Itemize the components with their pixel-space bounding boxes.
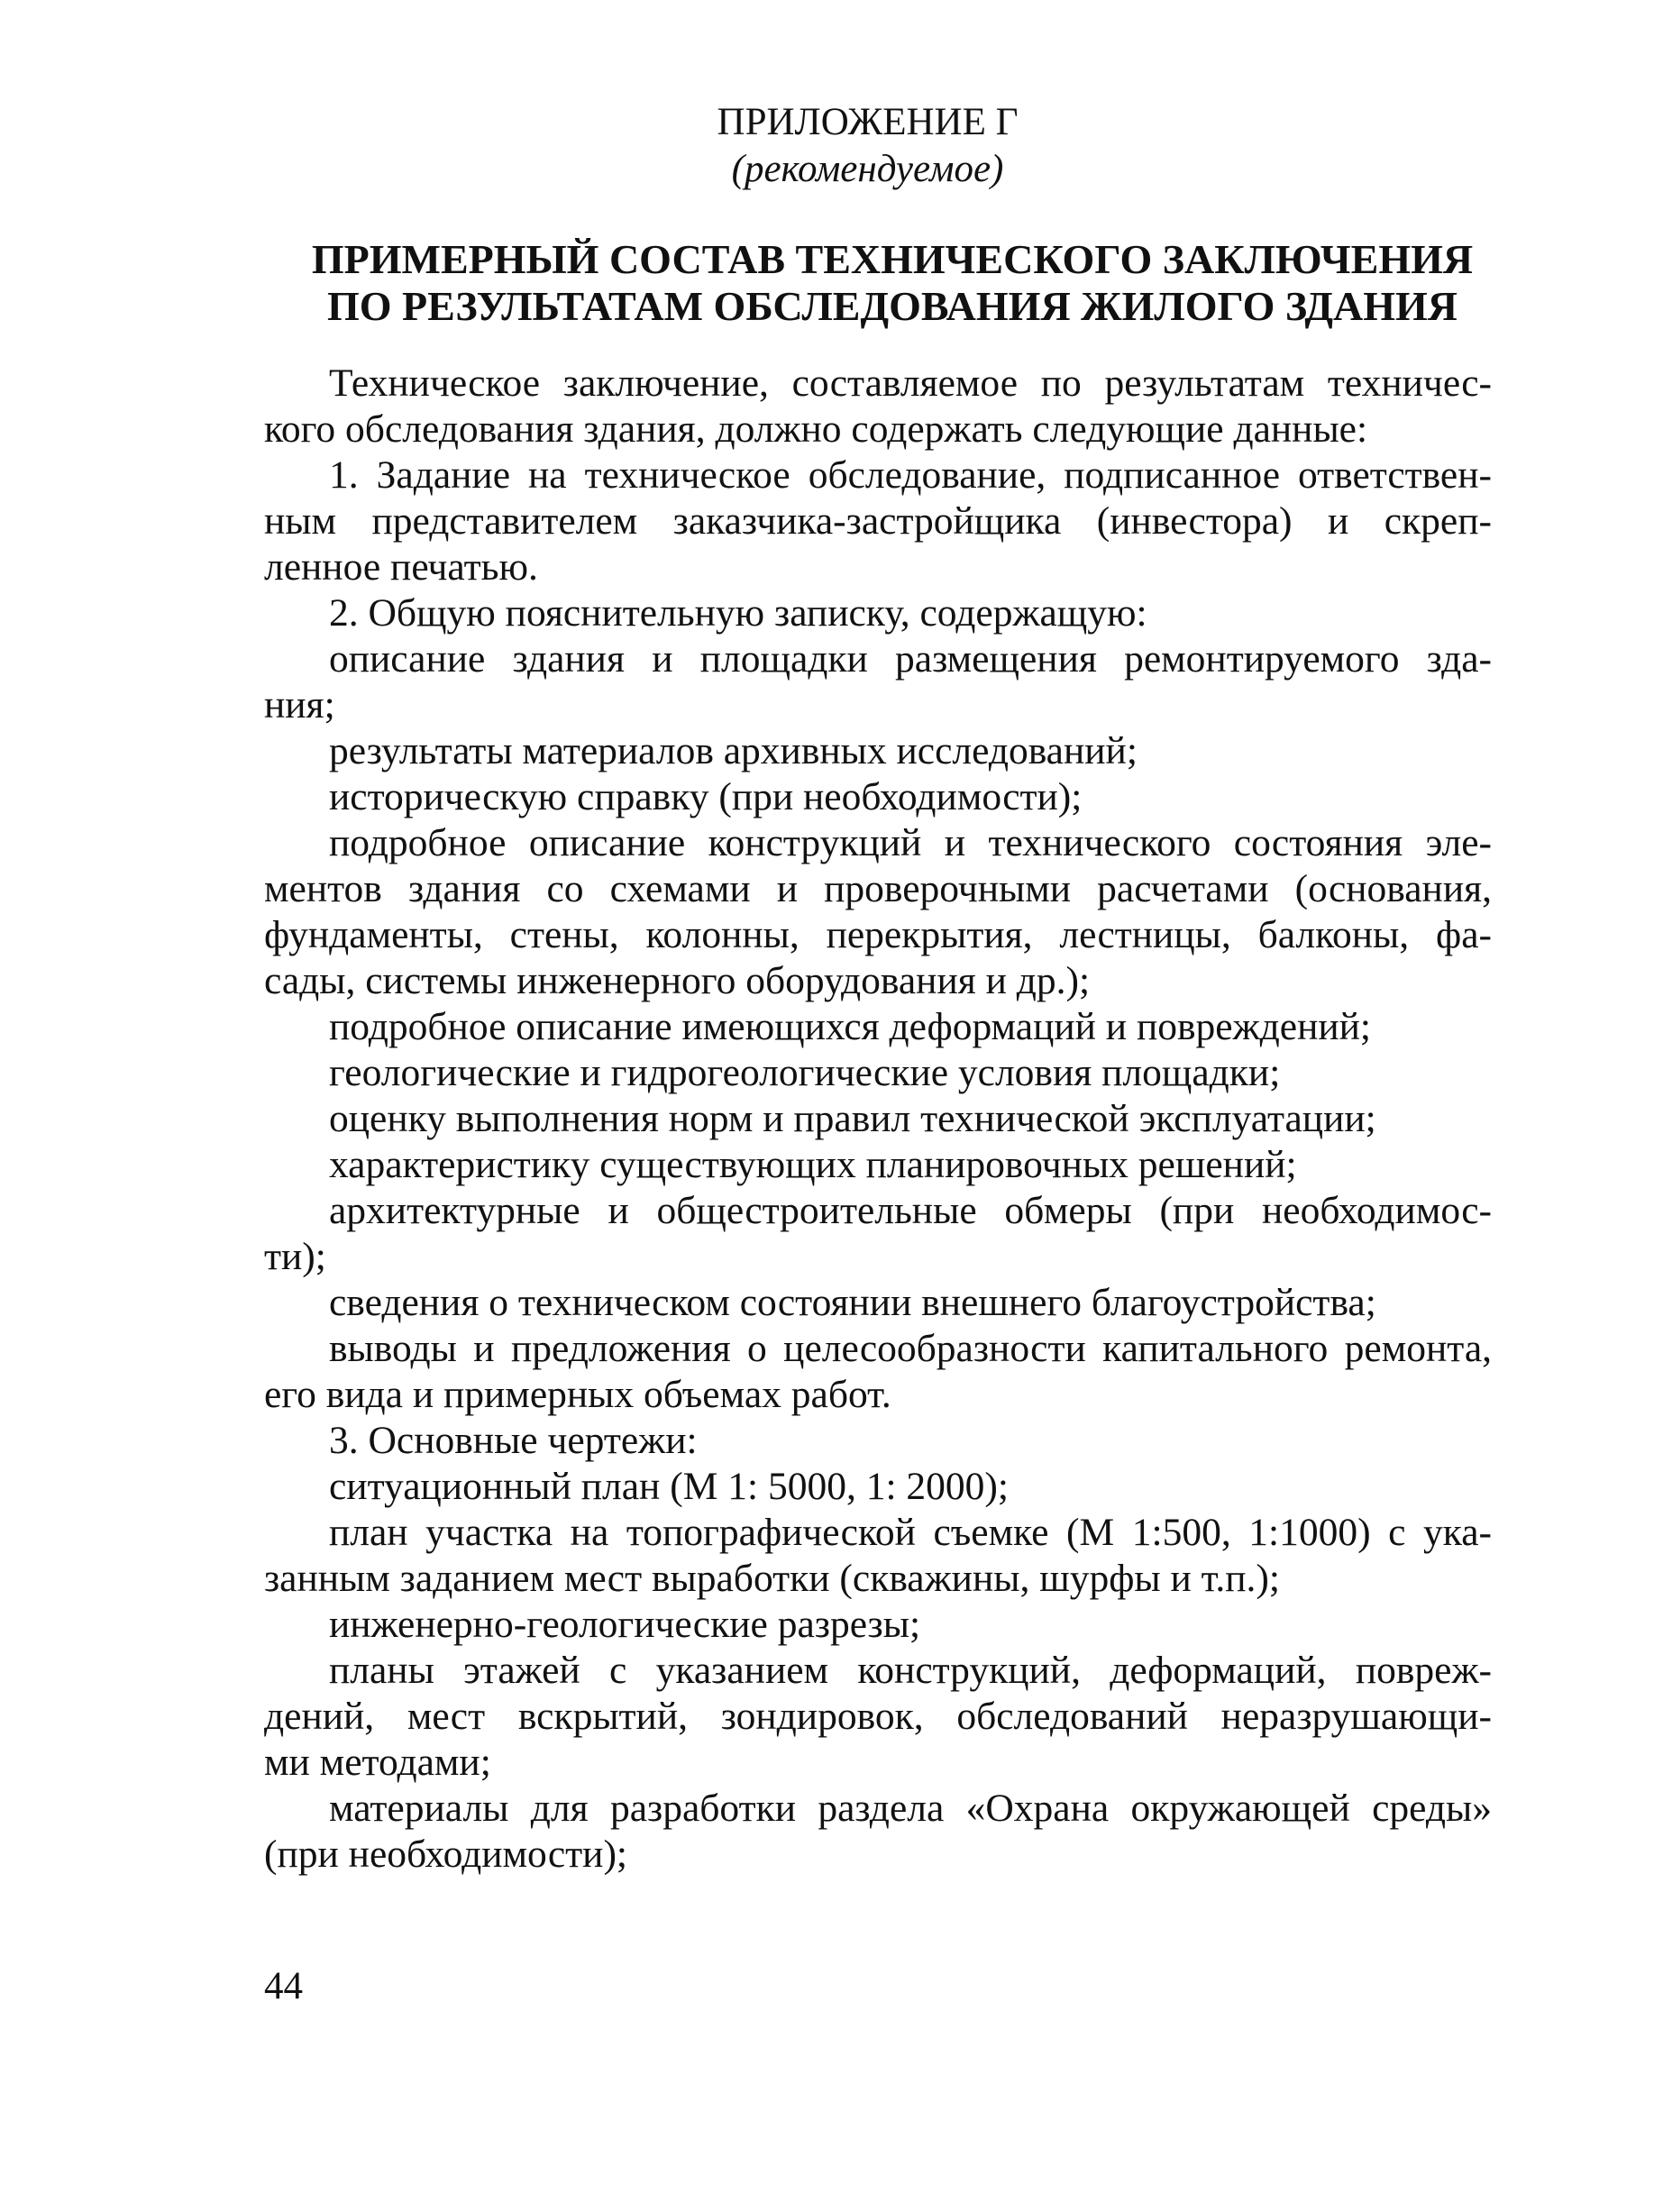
text-line: Техническое заключение, составляемое по результатам техничес- (329, 361, 1492, 405)
text-line: историческую справку (при необходимости); (329, 775, 1083, 818)
text-line: сведения о техническом состоянии внешнего благоустройства; (329, 1281, 1376, 1324)
paragraph (264, 1050, 1492, 1096)
paragraph (264, 590, 1492, 636)
text-line: (при необходимости); (264, 1833, 628, 1876)
paragraph (264, 1188, 1492, 1280)
text-line: кого обследования здания, должно содержать следующие данные: (264, 407, 1368, 451)
appendix-note: (рекомендуемое) (731, 148, 1004, 190)
text-line: 2. Общую пояснительную записку, содержащую: (329, 591, 1147, 635)
text-line: план участка на топографической съемке (М 1:500, 1:1000) с ука- (329, 1511, 1492, 1554)
text-line: ния; (264, 683, 335, 727)
text-line: результаты материалов архивных исследований; (329, 729, 1138, 772)
text-line: инженерно-геологические разрезы; (329, 1603, 921, 1646)
paragraph (264, 1004, 1492, 1050)
text-line: ным представителем заказчика-застройщика (инвестора) и скреп- (264, 499, 1492, 543)
paragraph (264, 1418, 1492, 1464)
paragraph (264, 636, 1492, 728)
paragraph (264, 1464, 1492, 1510)
text-line: дений, мест вскрытий, зондировок, обследований неразрушающи- (264, 1695, 1492, 1738)
page-number: 44 (264, 1965, 303, 2007)
text-line: 3. Основные чертежи: (329, 1419, 698, 1462)
paragraph (264, 1326, 1492, 1418)
document-body (264, 361, 1492, 1878)
text-line: ми методами; (264, 1741, 491, 1784)
paragraph (264, 820, 1492, 1004)
text-line: архитектурные и общестроительные обмеры (при необходимос- (329, 1189, 1492, 1232)
paragraph (264, 728, 1492, 774)
paragraph (264, 1096, 1492, 1142)
paragraph (264, 1142, 1492, 1188)
text-line: ленное печатью. (264, 545, 538, 589)
paragraph (264, 1648, 1492, 1786)
text-line: ситуационный план (М 1: 5000, 1: 2000); (329, 1465, 1009, 1508)
text-line: материалы для разработки раздела «Охрана окружающей среды» (329, 1787, 1492, 1830)
text-line: геологические и гидрогеологические условия площадки; (329, 1051, 1281, 1094)
text-line: фундаменты, стены, колонны, перекрытия, лестницы, балконы, фа- (264, 913, 1492, 956)
text-line: 1. Задание на техническое обследование, подписанное ответствен- (329, 453, 1492, 497)
text-line: подробное описание конструкций и технического состояния эле- (329, 821, 1492, 864)
paragraph (264, 452, 1492, 590)
text-line: оценку выполнения норм и правил технической эксплуатации; (329, 1097, 1376, 1140)
paragraph (264, 1786, 1492, 1878)
text-line: характеристику существующих планировочных решений; (329, 1143, 1297, 1186)
appendix-label: ПРИЛОЖЕНИЕ Г (717, 101, 1019, 143)
paragraph (264, 774, 1492, 820)
text-line: подробное описание имеющихся деформаций и повреждений; (329, 1005, 1371, 1048)
text-line: занным заданием мест выработки (скважины, шурфы и т.п.); (264, 1557, 1280, 1600)
text-line: ментов здания со схемами и проверочными расчетами (основания, (264, 867, 1492, 910)
paragraph (264, 1280, 1492, 1326)
text-line: выводы и предложения о целесообразности капитального ремонта, (329, 1327, 1492, 1370)
text-line: ти); (264, 1235, 326, 1278)
document-title (261, 236, 1523, 330)
paragraph (264, 1510, 1492, 1602)
title-line: ПО РЕЗУЛЬТАТАМ ОБСЛЕДОВАНИЯ ЖИЛОГО ЗДАНИЯ (326, 283, 1458, 329)
paragraph (264, 361, 1492, 452)
title-line: ПРИМЕРНЫЙ СОСТАВ ТЕХНИЧЕСКОГО ЗАКЛЮЧЕНИЯ (311, 236, 1474, 282)
text-line: его вида и примерных объемах работ. (264, 1373, 891, 1416)
text-line: сады, системы инженерного оборудования и др.); (264, 959, 1091, 1002)
paragraph (264, 1602, 1492, 1648)
text-line: планы этажей с указанием конструкций, деформаций, повреж- (329, 1649, 1492, 1692)
text-line: описание здания и площадки размещения ремонтируемого зда- (329, 637, 1492, 681)
